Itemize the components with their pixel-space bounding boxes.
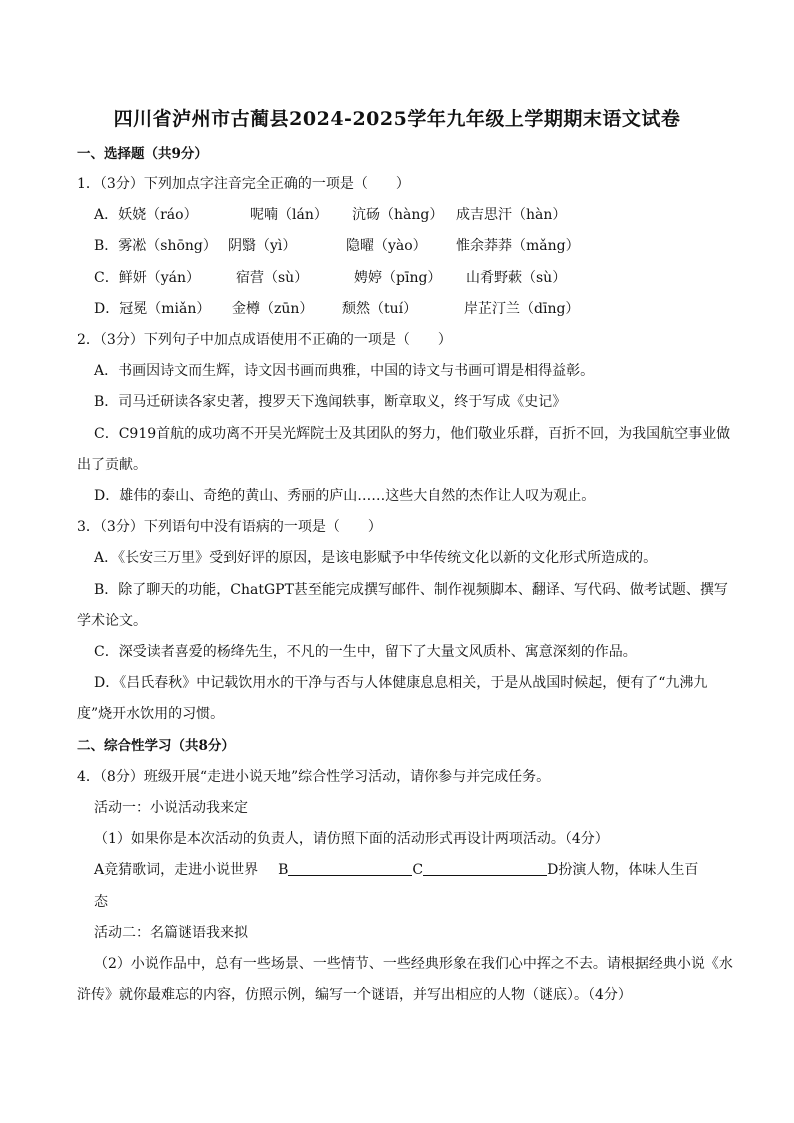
q1-a-1: A．妖娆（ráo） [94,207,198,223]
q4-activity-forms-cont: 态 [94,894,108,910]
q1-b-2: 阴翳（yì） [228,238,297,254]
q1-b-4: 惟余莽莽（mǎng） [456,238,580,254]
q1-d-1: D．冠冕（miǎn） [94,301,211,317]
q4-activity-forms [94,860,698,880]
q1-a-2: 呢喃（lán） [250,207,328,223]
q1-a-4: 成吉思汗（hàn） [456,207,567,223]
section-heading-2: 二、综合性学习（共8分） [77,738,235,754]
q4-part-2: （2）小说作品中，总有一些场景、一些情节、一些经典形象在我们心中挥之不去。请根据经典小说《水 [94,956,733,972]
q1-a-3: 沆砀（hàng） [352,207,444,223]
q4-activity-2: 活动二：名篇谜语我来拟 [94,925,248,941]
q1-c-4: 山肴野蔌（sù） [466,270,567,286]
q3-option-c: C．深受读者喜爱的杨绛先生，不凡的一生中，留下了大量文风质朴、寓意深刻的作品。 [94,644,637,660]
q4-stem: 4．（8分）班级开展“走进小说天地”综合性学习活动，请你参与并完成任务。 [77,769,551,785]
q3-stem: 3．（3分）下列语句中没有语病的一项是（ ） [77,519,382,535]
q2-option-c-cont: 出了贡献。 [77,457,147,473]
q4-part-2-cont: 浒传》就你最难忘的内容，仿照示例，编写一个谜语，并写出相应的人物（谜底）。（4分） [77,987,632,1003]
form-a-text: A竞猜歌词，走进小说世界 [94,862,259,878]
q1-b-1: B．雾凇（shōng） [94,238,217,254]
q2-option-b: B．司马迁研读各家史著，搜罗天下逸闻轶事，断章取义，终于写成《史记》 [94,394,567,410]
answer-blank-c[interactable] [423,861,547,876]
q1-d-2: 金樽（zūn） [232,301,314,317]
q4-activity-1: 活动一：小说活动我来定 [94,800,248,816]
q1-option-c [94,268,566,288]
q1-stem: 1．（3分）下列加点字注音完全正确的一项是（ ） [77,176,410,192]
answer-blank-b[interactable] [288,861,412,876]
q3-option-d: D．《吕氏春秋》中记载饮用水的干净与否与人体健康息息相关，于是从战国时候起，便有了“九沸九 [94,675,708,691]
form-b-label: B [278,862,289,878]
q2-option-a: A．书画因诗文而生辉，诗文因书画而典雅，中国的诗文与书画可谓是相得益彰。 [94,363,595,379]
q1-c-2: 宿营（sù） [236,270,309,286]
q1-d-3: 颓然（tuí） [342,301,418,317]
q1-c-1: C．鲜妍（yán） [94,270,200,286]
q3-option-b-cont: 学术论文。 [77,613,147,629]
form-c-label: C [412,862,424,878]
form-d-text: D扮演人物，体味人生百 [547,862,699,878]
q1-c-3: 娉婷（pīng） [354,270,442,286]
q2-option-c: C．C919首航的成功离不开吴光辉院士及其团队的努力，他们敬业乐群，百折不回，为我国航空事业做 [94,426,731,442]
q1-b-3: 隐曜（yào） [346,238,427,254]
q3-option-a: A．《长安三万里》受到好评的原因，是该电影赋予中华传统文化以新的文化形式所造成的。 [94,550,658,566]
q2-option-d: D．雄伟的泰山、奇绝的黄山、秀丽的庐山……这些大自然的杰作让人叹为观止。 [94,488,596,504]
q1-d-4: 岸芷汀兰（dīng） [464,301,580,317]
q2-stem: 2．（3分）下列句子中加点成语使用不正确的一项是（ ） [77,332,452,348]
page-title: 四川省泸州市古蔺县2024-2025学年九年级上学期期末语文试卷 [113,108,681,130]
section-heading-1: 一、选择题（共9分） [77,146,208,162]
q1-option-d [94,299,579,319]
q1-option-b [94,236,580,256]
q3-option-b: B．除了聊天的功能，ChatGPT甚至能完成撰写邮件、制作视频脚本、翻译、写代码、做考试题、撰写 [94,582,728,598]
q4-part-1: （1）如果你是本次活动的负责人，请仿照下面的活动形式再设计两项活动。（4分） [94,831,609,847]
q1-option-a [94,205,566,225]
q3-option-d-cont: 度”烧开水饮用的习惯。 [77,706,225,722]
